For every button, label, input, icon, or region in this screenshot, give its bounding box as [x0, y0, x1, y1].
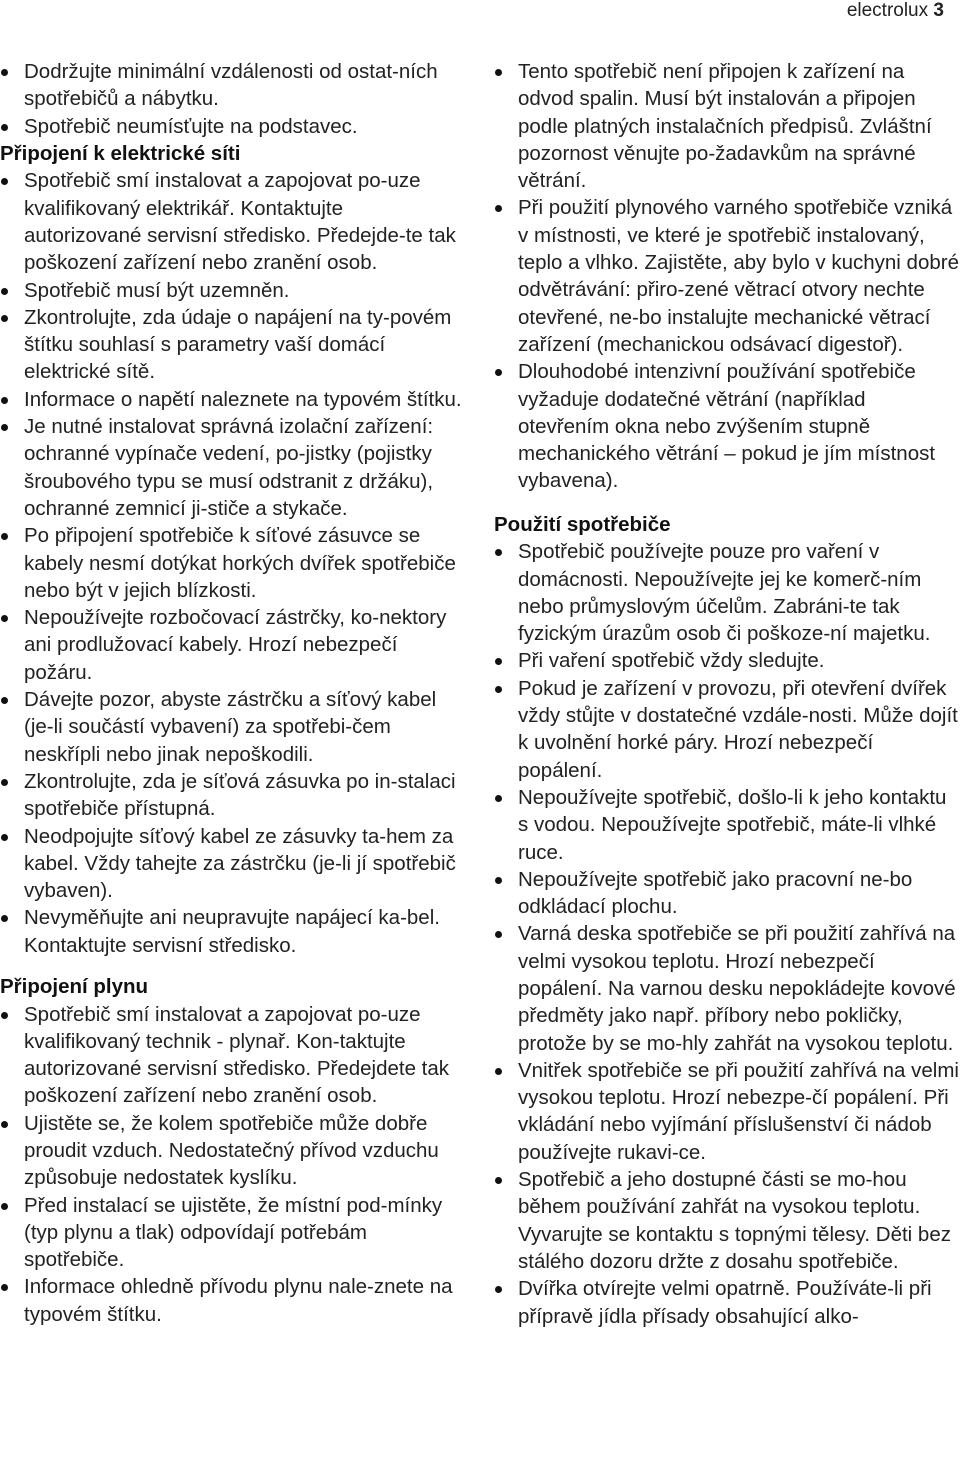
brand-name: electrolux	[846, 0, 929, 21]
list-item: Dvířka otvírejte velmi opatrně. Používáte-li při přípravě jídla přísady obsahující alko-	[494, 1275, 960, 1330]
gas-list	[0, 1001, 462, 1329]
list-item: Pokud je zařízení v provozu, při otevření dvířek vždy stůjte v dostatečné vzdále-nosti. Může dojít k uvolnění horké páry. Hrozí nebezpečí popálení.	[494, 675, 960, 784]
list-item: Spotřebič a jeho dostupné části se mo-hou během používání zahřát na vysokou teplotu. Vyvarujte se kontaktu s topnými tělesy. Děti bez stálého dozoru držte z dosahu spotřebiče.	[494, 1166, 960, 1275]
right-column	[494, 58, 960, 1330]
section-heading-gas: Připojení plynu	[0, 975, 149, 998]
section-heading-electric: Připojení k elektrické síti	[0, 141, 241, 165]
use-list	[494, 538, 960, 1330]
list-item: Zkontrolujte, zda je síťová zásuvka po in-stalaci spotřebiče přístupná.	[0, 768, 462, 823]
list-item: Před instalací se ujistěte, že místní pod-mínky (typ plynu a tlak) odpovídají potřebám spotřebiče.	[0, 1192, 462, 1274]
list-item: Nepoužívejte spotřebič jako pracovní ne-bo odkládací plochu.	[494, 866, 960, 921]
list-item: Nepoužívejte spotřebič, došlo-li k jeho kontaktu s vodou. Nepoužívejte spotřebič, máte-li vlhké ruce.	[494, 784, 960, 866]
list-item: Informace ohledně přívodu plynu nale-znete na typovém štítku.	[0, 1273, 462, 1328]
list-item: Při vaření spotřebič vždy sledujte.	[494, 647, 960, 674]
list-item: Je nutné instalovat správná izolační zařízení: ochranné vypínače vedení, po-jistky (pojistky šroubového typu se musí odstranit z držáku), ochranné zemnicí ji-stiče a stykače.	[0, 413, 462, 522]
left-column	[0, 58, 462, 1328]
list-item: Nevyměňujte ani neupravujte napájecí ka-bel. Kontaktujte servisní středisko.	[0, 904, 462, 959]
list-item: Nepoužívejte rozbočovací zástrčky, ko-nektory ani prodlužovací kabely. Hrozí nebezpečí požáru.	[0, 604, 462, 686]
list-item: Varná deska spotřebiče se při použití zahřívá na velmi vysokou teplotu. Hrozí nebezpečí popálení. Na varnou desku nepokládejte kovové předměty jako např. příbory nebo pokličky, protože by se mo-hly zahřát na vysokou teplotu.	[494, 920, 960, 1056]
list-item: Spotřebič smí instalovat a zapojovat po-uze kvalifikovaný elektrikář. Kontaktujte autorizované servisní středisko. Předejde-te tak poškození zařízení nebo zranění osob.	[0, 167, 462, 276]
section-heading-use: Použití spotřebiče	[494, 512, 671, 536]
page-header	[847, 0, 944, 22]
list-item: Neodpojujte síťový kabel ze zásuvky ta-hem za kabel. Vždy tahejte za zástrčku (je-li jí spotřebič vybaven).	[0, 823, 462, 905]
list-item: Dodržujte minimální vzdálenosti od ostat-ních spotřebičů a nábytku.	[0, 58, 462, 113]
list-item: Dávejte pozor, abyste zástrčku a síťový kabel (je-li součástí vybavení) za spotřebi-čem neskřípli nebo jinak nepoškodili.	[0, 686, 462, 768]
electric-list	[0, 167, 462, 959]
intro-list	[0, 58, 462, 140]
list-item: Zkontrolujte, zda údaje o napájení na ty-povém štítku souhlasí s parametry vaší domácí elektrické sítě.	[0, 304, 462, 386]
list-item: Spotřebič smí instalovat a zapojovat po-uze kvalifikovaný technik - plynař. Kon-taktujte autorizované servisní středisko. Předejdete tak poškození zařízení nebo zranění osob.	[0, 1001, 462, 1110]
list-item: Informace o napětí naleznete na typovém štítku.	[0, 386, 462, 413]
list-item: Ujistěte se, že kolem spotřebiče může dobře proudit vzduch. Nedostatečný přívod vzduchu způsobuje nedostatek kyslíku.	[0, 1110, 462, 1192]
page-number: 3	[933, 0, 944, 21]
list-item: Po připojení spotřebiče k síťové zásuvce se kabely nesmí dotýkat horkých dvířek spotřebiče nebo být v jejich blízkosti.	[0, 522, 462, 604]
list-item: Tento spotřebič není připojen k zařízení na odvod spalin. Musí být instalován a připojen podle platných instalačních předpisů. Zvláštní pozornost věnujte po-žadavkům na správné větrání.	[494, 58, 960, 194]
gas-continued-list	[494, 58, 960, 495]
list-item: Spotřebič neumísťujte na podstavec.	[0, 113, 462, 140]
list-item: Spotřebič používejte pouze pro vaření v domácnosti. Nepoužívejte jej ke komerč-ním nebo průmyslovým účelům. Zabráni-te tak fyzickým úrazům osob či poškoze-ní majetku.	[494, 538, 960, 647]
list-item: Při použití plynového varného spotřebiče vzniká v místnosti, ve které je spotřebič instalovaný, teplo a vlhko. Zajistěte, aby bylo v kuchyni dobré odvětrávání: přiro-zené větrací otvory nechte otevřené, ne-bo instalujte mechanické větrací zařízení (mechanickou odsávací digestoř).	[494, 194, 960, 358]
list-item: Spotřebič musí být uzemněn.	[0, 277, 462, 304]
list-item: Vnitřek spotřebiče se při použití zahřívá na velmi vysokou teplotu. Hrozí nebezpe-čí popálení. Při vkládání nebo vyjímání příslušenství či nádob používejte rukavi-ce.	[494, 1057, 960, 1166]
list-item: Dlouhodobé intenzivní používání spotřebiče vyžaduje dodatečné větrání (například otevřením okna nebo zvýšením stupně mechanického větrání – pokud je jím místnost vybavena).	[494, 358, 960, 494]
